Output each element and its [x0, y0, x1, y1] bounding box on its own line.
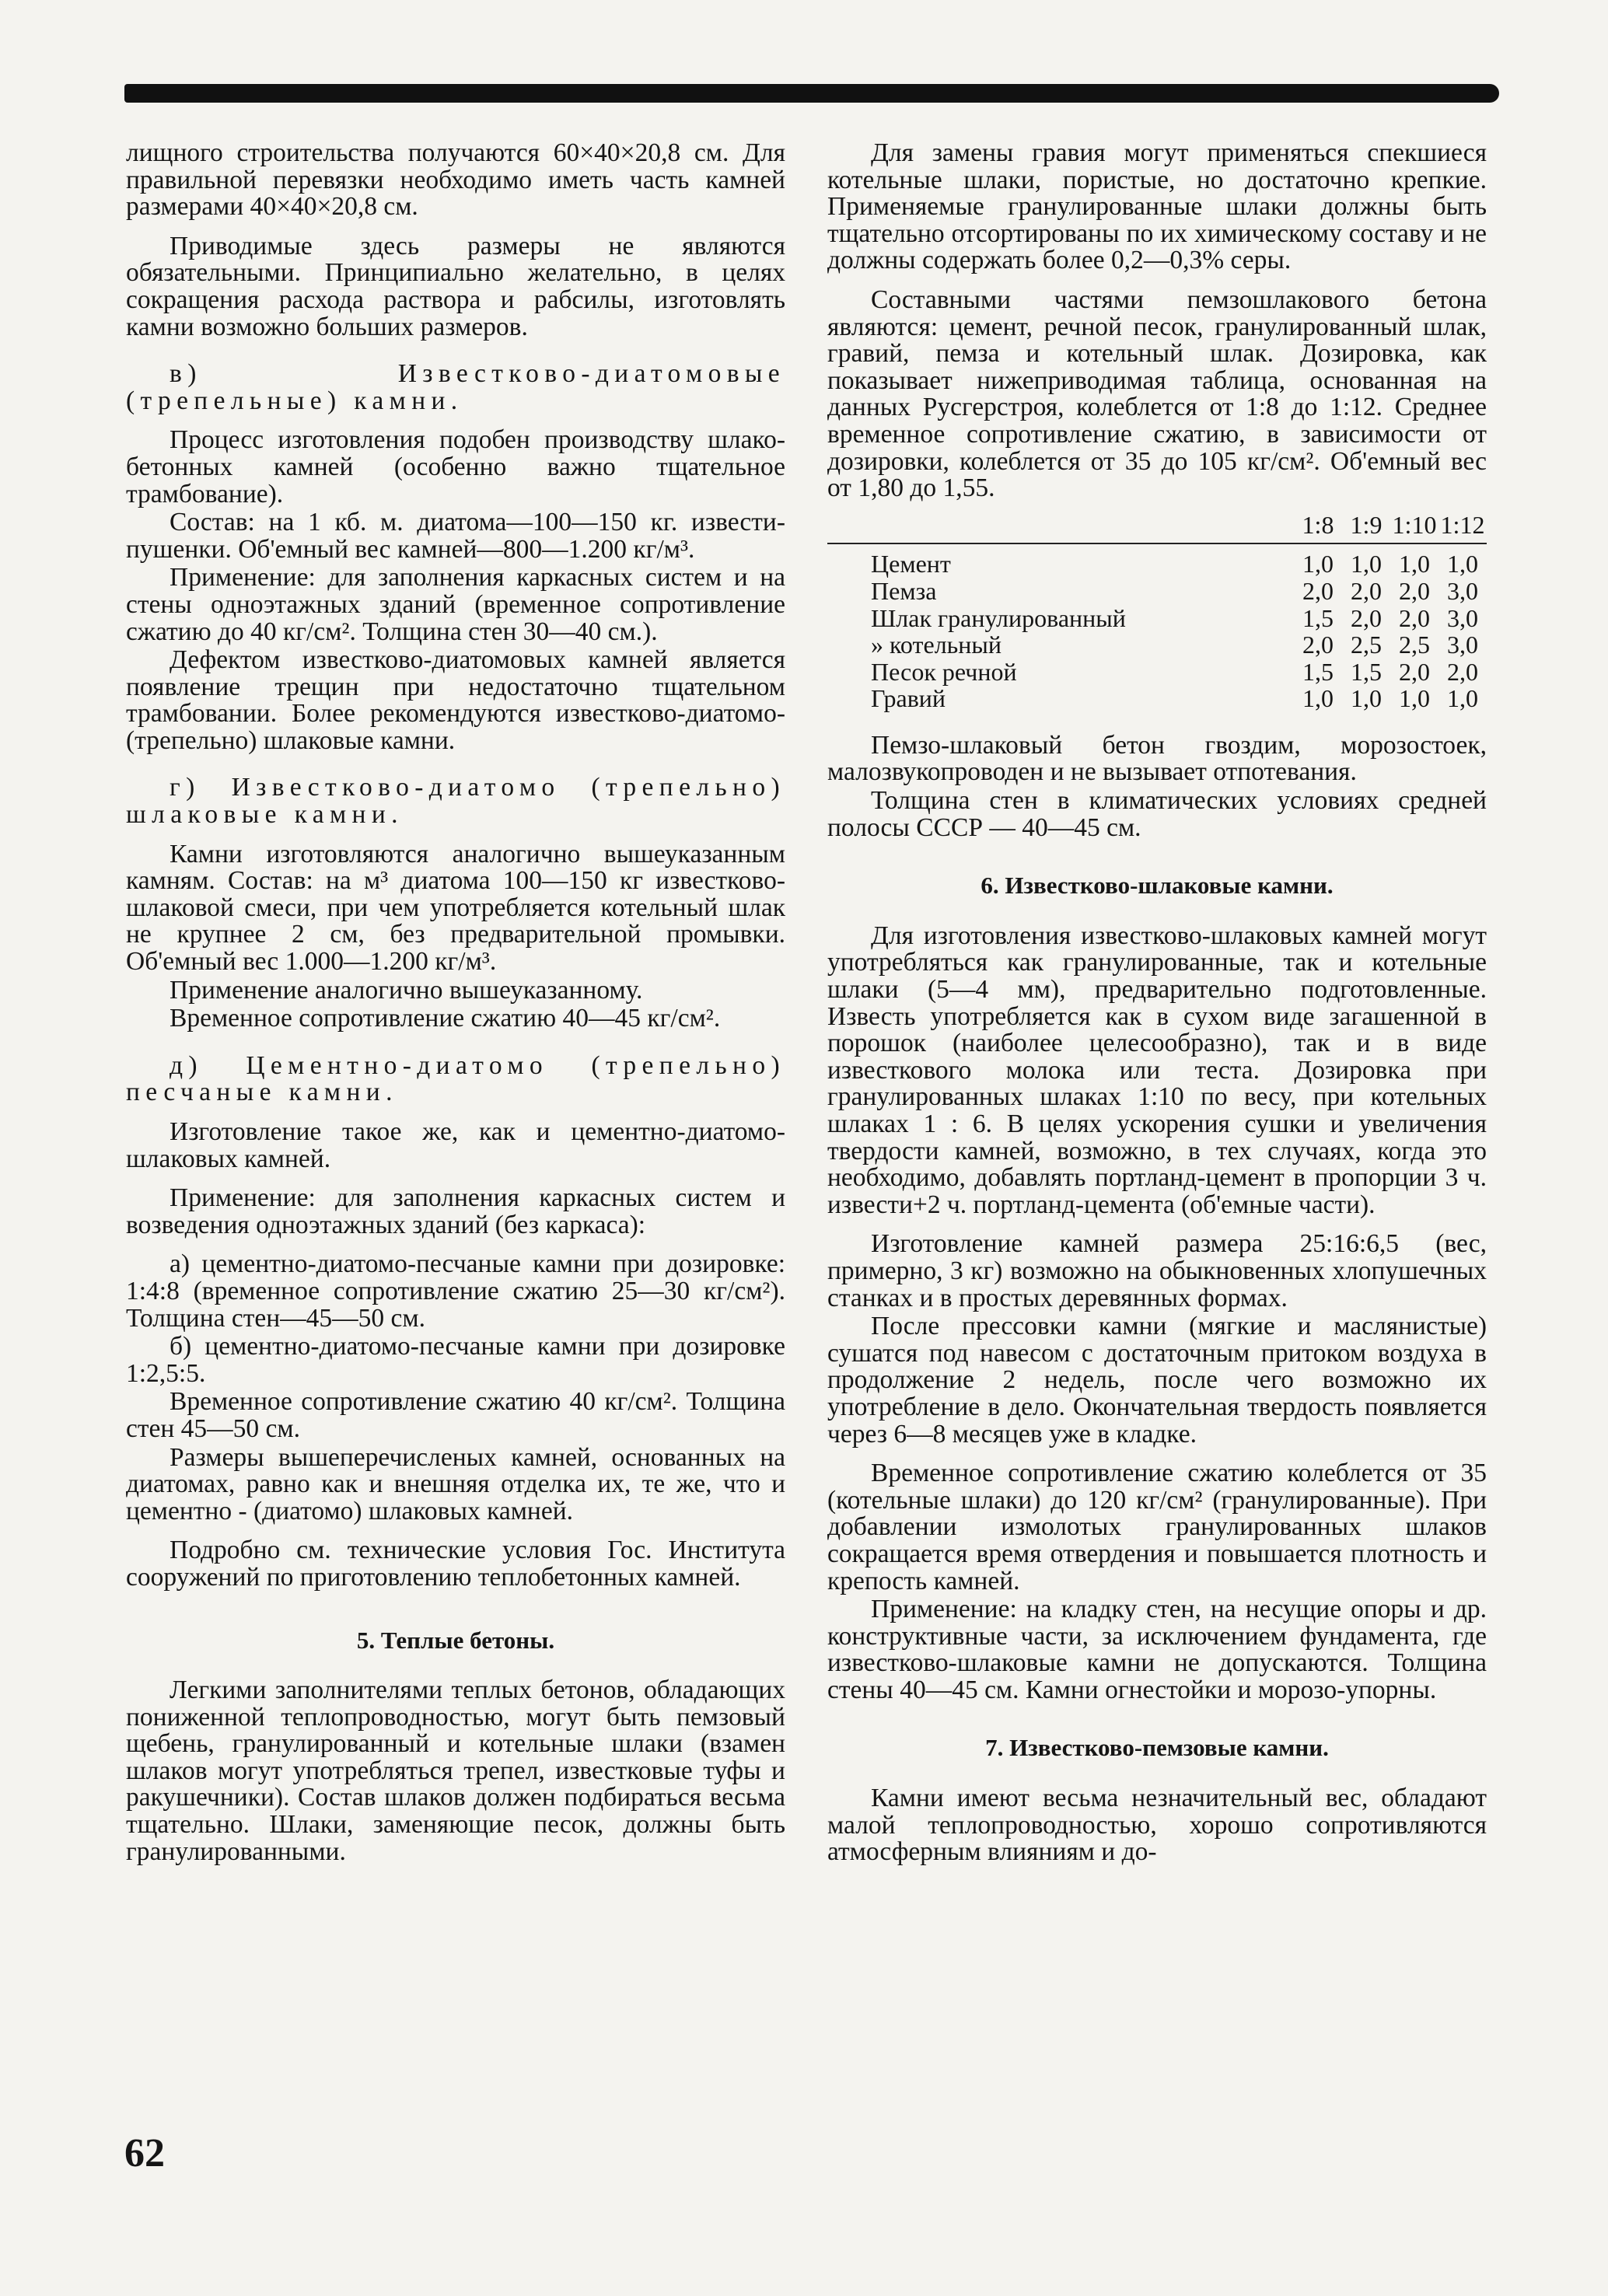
cell-value: 2,0: [1351, 603, 1382, 632]
paragraph: Камни имеют весьма незначительный вес, обладают малой теплопроводностью, хорошо сопротивляются атмосферным влияниям и до-: [827, 1784, 1487, 1867]
cell-value: 1,0: [1447, 684, 1478, 713]
left-column: [126, 140, 785, 1865]
row-label: Цемент: [871, 550, 951, 578]
paragraph: После прессовки камни (мягкие и маслянистые) сушатся под навесом с достаточным притоком воздуха в продолжение 2 недель, после чего возможно их употребление в дело. Окончательная твердость появляется через 6—8 месяцев уже в кладке.: [827, 1312, 1487, 1449]
row-label: Шлак гранулированный: [871, 603, 1126, 632]
paragraph: Для изготовления известково-шлаковых камней могут употребляться как гранулированные, так и котельные шлаки (5—4 мм), предварительно подготовленные. Известь употребляется как в сухом виде загашенной в порошок (наиболее целесообразно), так и в виде известкового молока или теста. Дозировка при гранулированных шлаках 1:10 по весу, при котельных шлаках 1 : 6. В целях ускорения сушки и увеличения твердости камней, возможно, в тех случаях, когда это необходимо, добавлять портланд-цемент в пропорции 3 ч. извести+2 ч. портланд-цемента (об'емные части).: [827, 921, 1487, 1219]
table-header-blank: [827, 512, 1294, 544]
cell-value: 2,0: [1351, 576, 1382, 605]
table-row: [827, 631, 1487, 659]
paragraph: Дефектом известково-диатомовых камней является появление трещин при недостаточно тщательном трамбовании. Более рекомендуются известково-диатомо-(трепельно) шлаковые камни.: [126, 645, 785, 755]
cell-value: 2,5: [1399, 631, 1430, 659]
dosage-table: [827, 512, 1487, 712]
row-label: Гравий: [871, 684, 946, 713]
table-header-row: [827, 512, 1487, 544]
section-heading-6: 6. Известково-шлаковые камни.: [981, 872, 1334, 900]
paragraph: Применение: для заполнения каркасных систем и на стены одноэтажных зданий (временное сопротивление сжатию до 40 кг/см². Толщина стен 30—40 см.).: [126, 563, 785, 646]
paragraph: Временное сопротивление сжатию 40—45 кг/см².: [170, 1004, 721, 1033]
paragraph: Камни изготовляются аналогично вышеуказанным камням. Состав: на м³ диатома 100—150 кг известково-шлаковой смеси, при чем употребляется котельный шлак не крупнее 2 см, без предварительной промывки. Об'емный вес 1.000—1.200 кг/м³.: [126, 839, 785, 977]
paragraph: Изготовление такое же, как и цементно-диатомо-шлаковых камней.: [126, 1117, 785, 1173]
section-heading-5: 5. Теплые бетоны.: [356, 1626, 555, 1654]
paragraph: Пемзо-шлаковый бетон гвоздим, морозостоек, малозвукопроводен и не вызывает отпотевания.: [827, 730, 1487, 787]
table-header-cell: 1:10: [1392, 510, 1437, 539]
paragraph: Составными частями пемзошлакового бетона являются: цемент, речной песок, гранулированный шлак, гравий, пемза и котельный шлак. Дозировка, как показывает нижеприводимая таблица, основанная на данных Русгерстроя, колеблется от 1:8 до 1:12. Среднее временное сопротивление сжатию, в зависимости от дозировки, колеблется от 35 до 105 кг/см². Об'емный вес от 1,80 до 1,55.: [827, 285, 1487, 503]
paragraph: Состав: на 1 кб. м. диатома—100—150 кг. извести-пушенки. Об'емный вес камней—800—1.200 кг/м³.: [126, 508, 785, 564]
cell-value: 1,0: [1399, 550, 1430, 578]
right-column: [827, 140, 1487, 1866]
paragraph: лищного строительства получаются 60×40×20,8 см. Для правильной перевязки необходимо иметь часть камней размерами 40×40×20,8 см.: [126, 138, 785, 222]
paragraph: б) цементно-диатомо-песчаные камни при дозировке 1:2,5:5.: [126, 1332, 785, 1388]
cell-value: 2,5: [1351, 631, 1382, 659]
paragraph: Приводимые здесь размеры не являются обязательными. Принципиально желательно, в целях сокращения расхода раствора и рабсилы, изготовлять камни возможно больших размеров.: [126, 231, 785, 341]
row-label: Пемза: [871, 576, 937, 605]
paragraph: а) цементно-диатомо-песчаные камни при дозировке: 1:4:8 (временное сопротивление сжатию 25—30 кг/см²). Толщина стен—45—50 см.: [126, 1249, 785, 1333]
table-row: [827, 605, 1487, 632]
section-heading-d: д) Цементно-диатомо (трепельно) песчаные камни.: [126, 1050, 785, 1107]
paragraph: Временное сопротивление сжатию колеблется от 35 (котельные шлаки) до 120 кг/см² (гранулированные). При добавлении измолотых гранулированных шлаков сокращается время отвердения и повышается плотность и крепость камней.: [827, 1459, 1487, 1595]
section-heading-7: 7. Известково-пемзовые камни.: [985, 1734, 1329, 1762]
cell-value: 2,0: [1302, 576, 1334, 605]
paragraph: Изготовление камней размера 25:16:6,5 (вес, примерно, 3 кг) возможно на обыкновенных хлопушечных станках и в простых деревянных формах.: [827, 1229, 1487, 1312]
paragraph: Для замены гравия могут применяться спекшиеся котельные шлаки, пористые, но достаточно крепкие. Применяемые гранулированные шлаки должны быть тщательно отсортированы по их химическому составу и не должны содержать более 0,2—0,3% серы.: [827, 138, 1487, 275]
paragraph: Процесс изготовления подобен производству шлако-бетонных камней (особенно важно тщательное трамбование).: [126, 425, 785, 508]
cell-value: 1,0: [1351, 550, 1382, 578]
cell-value: 3,0: [1447, 631, 1478, 659]
table-header-cell: 1:12: [1440, 510, 1485, 539]
cell-value: 1,0: [1399, 684, 1430, 713]
cell-value: 1,0: [1302, 684, 1334, 713]
row-label: Песок речной: [871, 657, 1017, 686]
paragraph: Применение аналогично вышеуказанному.: [170, 975, 643, 1005]
table-row: [827, 685, 1487, 712]
cell-value: 1,5: [1351, 657, 1382, 686]
section-heading-v: в) Известково-диатомовые (трепельные) камни.: [126, 359, 785, 415]
table-row: [827, 659, 1487, 686]
page-number: 62: [124, 2131, 165, 2175]
cell-value: 3,0: [1447, 576, 1478, 605]
table-header-cell: 1:9: [1350, 510, 1383, 539]
paragraph: Подробно см. технические условия Гос. Института сооружений по приготовлению теплобетонных камней.: [126, 1536, 785, 1592]
cell-value: 1,0: [1302, 550, 1334, 578]
cell-value: 2,0: [1399, 603, 1430, 632]
paragraph: Легкими заполнителями теплых бетонов, обладающих пониженной теплопроводностью, могут быть пемзовый щебень, гранулированный и котельные шлаки (взамен шлаков могут употребляться трепел, известковые туфы и ракушечники). Состав шлаков должен подбираться весьма тщательно. Шлаки, заменяющие песок, должны быть гранулированными.: [126, 1676, 785, 1866]
cell-value: 2,0: [1399, 657, 1430, 686]
cell-value: 2,0: [1302, 631, 1334, 659]
row-label: » котельный: [871, 631, 1002, 659]
top-rule: [124, 84, 1499, 103]
cell-value: 1,5: [1302, 657, 1334, 686]
cell-value: 1,0: [1447, 550, 1478, 578]
paragraph: Временное сопротивление сжатию 40 кг/см². Толщина стен 45—50 см.: [126, 1387, 785, 1443]
cell-value: 3,0: [1447, 603, 1478, 632]
paragraph: Толщина стен в климатических условиях средней полосы СССР — 40—45 см.: [827, 786, 1487, 842]
cell-value: 1,5: [1302, 603, 1334, 632]
paragraph: Размеры вышеперечисленых камней, основанных на диатомах, равно как и внешняя отделка их, те же, что и цементно - (диатомо) шлаковых камней.: [126, 1442, 785, 1525]
table-header-cell: 1:8: [1302, 510, 1334, 539]
cell-value: 2,0: [1399, 576, 1430, 605]
table-row: [827, 578, 1487, 605]
cell-value: 2,0: [1447, 657, 1478, 686]
table-row: [827, 543, 1487, 578]
cell-value: 1,0: [1351, 684, 1382, 713]
section-heading-g: г) Известково-диатомо (трепельно) шлаковые камни.: [126, 773, 785, 830]
paragraph: Применение: для заполнения каркасных систем и возведения одноэтажных зданий (без каркаса):: [126, 1183, 785, 1239]
paragraph: Применение: на кладку стен, на несущие опоры и др. конструктивные части, за исключением фундамента, где известково-шлаковые камни не допускаются. Толщина стены 40—45 см. Камни огнестойки и морозо-упорны.: [827, 1595, 1487, 1704]
